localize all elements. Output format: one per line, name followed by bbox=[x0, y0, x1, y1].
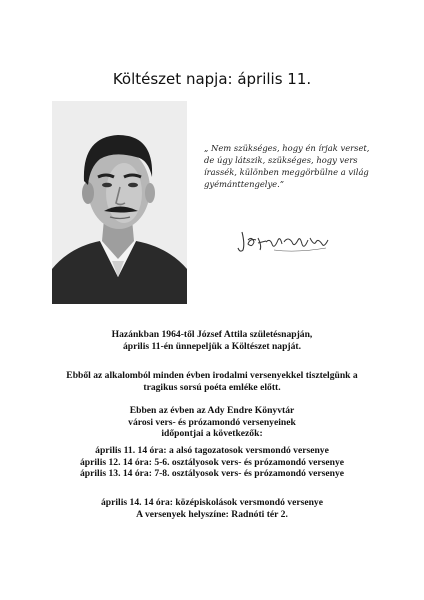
schedule-list bbox=[0, 445, 424, 480]
library-line: Ebben az évben az Ady Endre Könyvtár bbox=[129, 405, 295, 416]
library-line: időpontjai a következők: bbox=[161, 428, 263, 439]
schedule-item: április 13. 14 óra: 7-8. osztályosok vers- és prózamondó versenye bbox=[79, 468, 345, 479]
quote-line: írassék, különben meggörbülne a világ bbox=[204, 167, 369, 177]
portrait-photo bbox=[52, 101, 187, 304]
library-paragraph bbox=[0, 405, 424, 440]
closing-paragraph bbox=[0, 497, 424, 520]
quote-line: de úgy látszik, szükséges, hogy vers bbox=[204, 155, 358, 165]
poem-quote bbox=[204, 142, 404, 190]
schedule-item: április 12. 14 óra: 5-6. osztályosok vers- és prózamondó versenye bbox=[79, 456, 345, 468]
tribute-line: Ebből az alkalomból minden évben irodalmi versenyekkel tisztelgünk a bbox=[66, 370, 358, 381]
intro-paragraph bbox=[0, 329, 424, 352]
library-line: városi vers- és prózamondó versenyeinek bbox=[128, 416, 296, 428]
schedule-item: április 11. 14 óra: a alsó tagozatosok versmondó versenye bbox=[95, 445, 329, 456]
tribute-paragraph bbox=[0, 370, 424, 393]
intro-line: április 11-én ünnepeljük a Költészet napját. bbox=[122, 340, 302, 352]
venue-line: A versenyek helyszíne: Radnóti tér 2. bbox=[136, 508, 288, 520]
tribute-line: tragikus sorsú poéta emléke előtt. bbox=[143, 381, 281, 393]
page-title: Költészet napja: április 11. bbox=[112, 70, 312, 88]
quote-line: „ Nem szükséges, hogy én írjak verset, bbox=[204, 143, 370, 153]
schedule-item: április 14. 14 óra: középiskolások versmondó versenye bbox=[101, 497, 323, 508]
handwritten-signature bbox=[236, 226, 332, 256]
intro-line: Hazánkban 1964-től József Attila születésnapján, bbox=[111, 329, 313, 340]
quote-line: gyémánttengelye.” bbox=[204, 179, 285, 189]
